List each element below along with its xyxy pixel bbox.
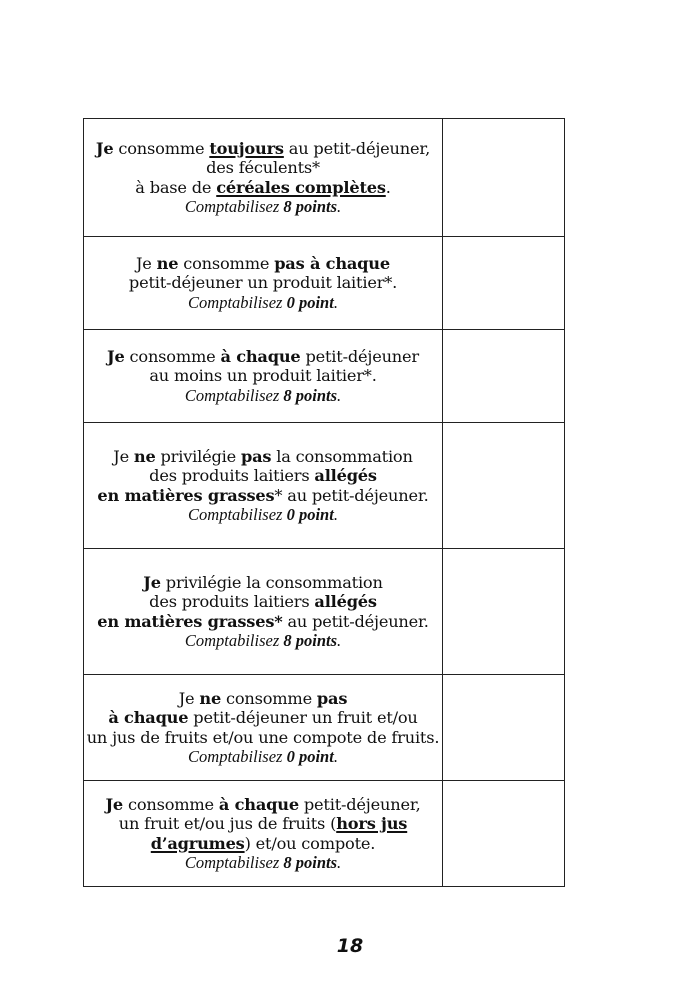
- text-segment: .: [337, 197, 342, 216]
- text-segment: d’agrumes: [150, 833, 245, 853]
- text-segment: des féculents*: [206, 158, 320, 177]
- score-box[interactable]: [443, 119, 565, 237]
- text-segment: un fruit et/ou jus de fruits (: [118, 814, 337, 833]
- text-segment: des produits laitiers: [149, 592, 315, 611]
- page-number: 18: [336, 935, 364, 957]
- statement-line: [84, 631, 442, 651]
- text-segment: ) et/ou compote.: [244, 833, 376, 853]
- text-segment: pas: [240, 446, 272, 466]
- statement-cell: [84, 423, 443, 549]
- statement-line: [84, 612, 442, 632]
- text-segment: privilégie: [155, 446, 241, 466]
- score-box[interactable]: [443, 423, 565, 549]
- text-segment: 0 point: [286, 292, 334, 312]
- text-segment: la consommation: [271, 446, 413, 466]
- statement-line: [84, 139, 442, 159]
- text-segment: petit-déjeuner: [300, 346, 419, 366]
- text-segment: Je: [95, 138, 114, 158]
- text-segment: hors jus: [336, 814, 408, 833]
- statement-cell: [84, 237, 443, 330]
- statement-line: [84, 795, 442, 815]
- text-segment: allégés: [314, 592, 377, 611]
- text-segment: petit-déjeuner un produit laitier*.: [128, 273, 398, 293]
- statement-line: [84, 366, 442, 386]
- statement-line: [84, 197, 442, 217]
- statement-cell: [84, 675, 443, 781]
- statement-line: [84, 689, 442, 709]
- text-segment: .: [337, 853, 342, 872]
- text-segment: Comptabilisez: [188, 747, 287, 766]
- statement-line: [84, 747, 442, 767]
- text-segment: au petit-déjeuner,: [283, 138, 431, 158]
- statement-line: [84, 486, 442, 506]
- text-segment: en matières grasses*: [97, 611, 283, 631]
- score-box[interactable]: [443, 237, 565, 330]
- statement-cell: [84, 330, 443, 423]
- text-segment: à chaque: [220, 346, 301, 366]
- statement-line: [84, 466, 442, 486]
- text-segment: Je: [143, 572, 161, 592]
- statement-line: [84, 347, 442, 367]
- text-segment: des produits laitiers: [149, 466, 315, 485]
- text-segment: consomme: [221, 688, 317, 708]
- statement-line: [84, 505, 442, 525]
- statement-line: [84, 708, 442, 728]
- text-segment: 0 point: [286, 747, 334, 766]
- statement-line: [84, 814, 442, 834]
- text-segment: au petit-déjeuner.: [282, 611, 429, 631]
- text-segment: à base de: [135, 177, 217, 197]
- statement-line: [84, 834, 442, 854]
- questionnaire-table: [83, 118, 565, 887]
- table-row: [84, 330, 565, 423]
- text-segment: toujours: [209, 138, 284, 158]
- statement-line: [84, 728, 442, 748]
- statement-line: [84, 447, 442, 467]
- statement-cell: [84, 781, 443, 887]
- text-segment: Comptabilisez: [184, 385, 284, 405]
- text-segment: Je: [105, 794, 124, 814]
- text-segment: 8 points: [283, 197, 338, 216]
- text-segment: petit-déjeuner,: [298, 794, 421, 814]
- text-segment: .: [337, 385, 342, 405]
- score-box[interactable]: [443, 675, 565, 781]
- text-segment: consomme: [178, 253, 275, 273]
- text-segment: consomme: [124, 346, 221, 366]
- table-row: [84, 119, 565, 237]
- text-segment: * au petit-déjeuner.: [274, 485, 429, 505]
- text-segment: céréales complètes: [216, 177, 386, 197]
- text-segment: Comptabilisez: [188, 505, 287, 524]
- text-segment: privilégie la consommation: [160, 572, 383, 592]
- text-segment: petit-déjeuner un fruit et/ou: [188, 708, 418, 727]
- statement-line: [84, 573, 442, 593]
- text-segment: à chaque: [108, 708, 189, 727]
- statement-line: [84, 386, 442, 406]
- text-segment: en matières grasses: [97, 485, 275, 505]
- text-segment: un jus de fruits et/ou une compote de fruits.: [86, 727, 440, 747]
- statement-line: [84, 158, 442, 178]
- statement-cell: [84, 119, 443, 237]
- text-segment: Comptabilisez: [184, 197, 284, 216]
- table-row: [84, 549, 565, 675]
- text-segment: Je: [107, 346, 125, 366]
- text-segment: pas à chaque: [274, 253, 390, 273]
- statement-line: [84, 273, 442, 293]
- text-segment: Je: [136, 253, 157, 273]
- statement-line: [84, 592, 442, 612]
- statement-line: [84, 853, 442, 873]
- text-segment: consomme: [113, 138, 210, 158]
- text-segment: 8 points: [283, 853, 338, 872]
- table-row: [84, 675, 565, 781]
- table-row: [84, 423, 565, 549]
- statement-line: [84, 254, 442, 274]
- score-box[interactable]: [443, 330, 565, 423]
- text-segment: Comptabilisez: [184, 631, 284, 650]
- text-segment: ne: [133, 446, 156, 466]
- text-segment: .: [333, 747, 338, 766]
- text-segment: 8 points: [283, 631, 338, 650]
- statement-line: [84, 178, 442, 198]
- text-segment: à chaque: [218, 794, 299, 814]
- text-segment: consomme: [123, 794, 219, 814]
- text-segment: 0 point: [286, 505, 334, 524]
- score-box[interactable]: [443, 781, 565, 887]
- text-segment: pas: [316, 688, 348, 708]
- table-row: [84, 781, 565, 887]
- text-segment: .: [385, 177, 391, 197]
- statement-line: [84, 293, 442, 313]
- text-segment: Comptabilisez: [184, 853, 284, 872]
- text-segment: ne: [199, 688, 222, 708]
- text-segment: Je: [178, 688, 200, 708]
- score-box[interactable]: [443, 549, 565, 675]
- text-segment: allégés: [314, 466, 377, 485]
- text-segment: ne: [156, 253, 179, 273]
- text-segment: Je: [113, 446, 134, 466]
- text-segment: .: [337, 631, 342, 650]
- text-segment: .: [333, 292, 338, 312]
- table-row: [84, 237, 565, 330]
- text-segment: au moins un produit laitier*.: [149, 366, 377, 386]
- text-segment: .: [333, 505, 338, 524]
- statement-cell: [84, 549, 443, 675]
- text-segment: 8 points: [283, 385, 338, 405]
- text-segment: Comptabilisez: [188, 292, 287, 312]
